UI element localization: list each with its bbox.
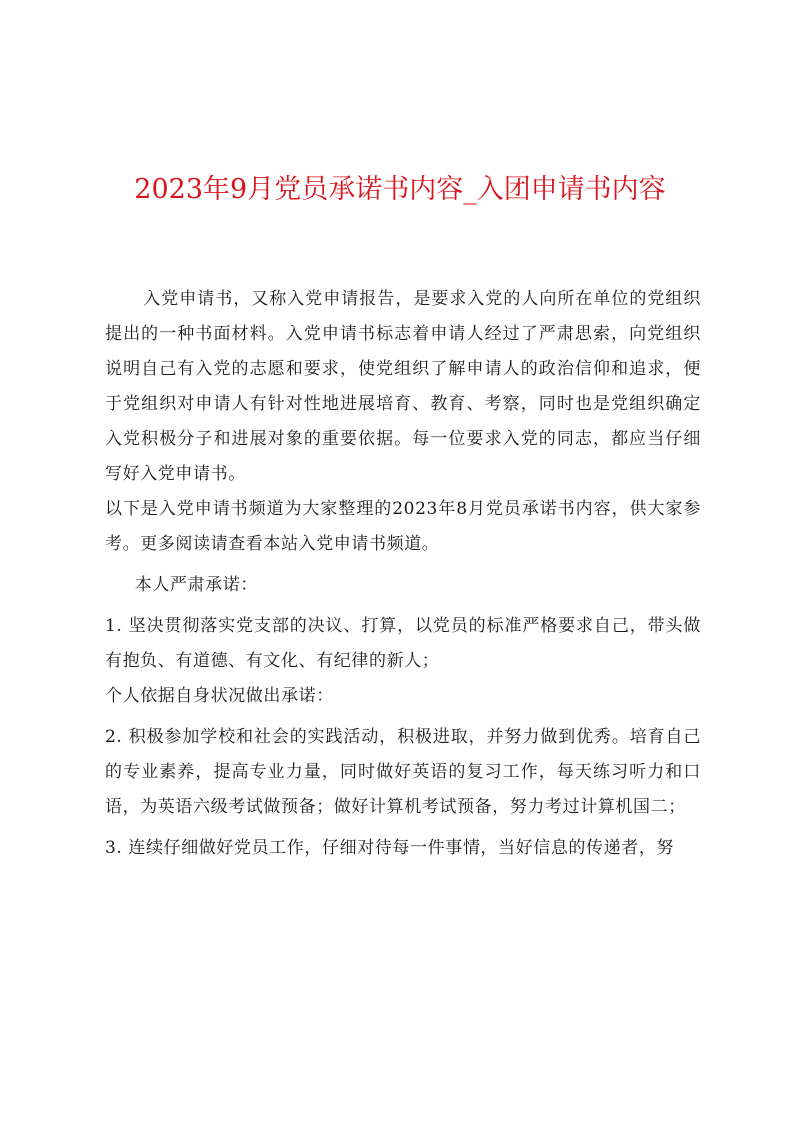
pledge-item-1: 1. 坚决贯彻落实党支部的决议、打算，以党员的标准严格要求自己，带头做有抱负、有道德、有文化、有纪律的新人； — [105, 616, 701, 671]
paragraph-personal-pledge: 个人依据自身状况做出承诺： — [105, 686, 334, 706]
paragraph-pledge-heading: 本人严肃承诺： — [134, 575, 258, 595]
paragraph-editor-note: 以下是入党申请书频道为大家整理的2023年8月党员承诺书内容，供大家参考。更多阅读请查看本站入党申请书频道。 — [105, 499, 701, 554]
pledge-item-2: 2. 积极参加学校和社会的实践活动，积极进取，并努力做到优秀。培育自己的专业素养，提高专业力量，同时做好英语的复习工作，每天练习听力和口语，为英语六级考试做预备；做好计算机考试预备，努力考过计算机国二； — [105, 727, 701, 817]
document-title: 2023年9月党员承诺书内容_入团申请书内容 — [134, 174, 666, 205]
pledge-item-3: 3. 连续仔细做好党员工作，仔细对待每一件事情，当好信息的传递者，努 — [105, 838, 675, 858]
document-body — [105, 282, 701, 866]
paragraph-intro: 入党申请书，又称入党申请报告，是要求入党的人向所在单位的党组织提出的一种书面材料。入党申请书标志着申请人经过了严肃思索，向党组织说明自己有入党的志愿和要求，使党组织了解申请人的政治信仰和追求，便于党组织对申请人有针对性地进展培育、教育、考察，同时也是党组织确定入党积极分子和进展对象的重要依据。每一位要求入党的同志，都应当仔细写好入党申请书。 — [105, 289, 701, 484]
